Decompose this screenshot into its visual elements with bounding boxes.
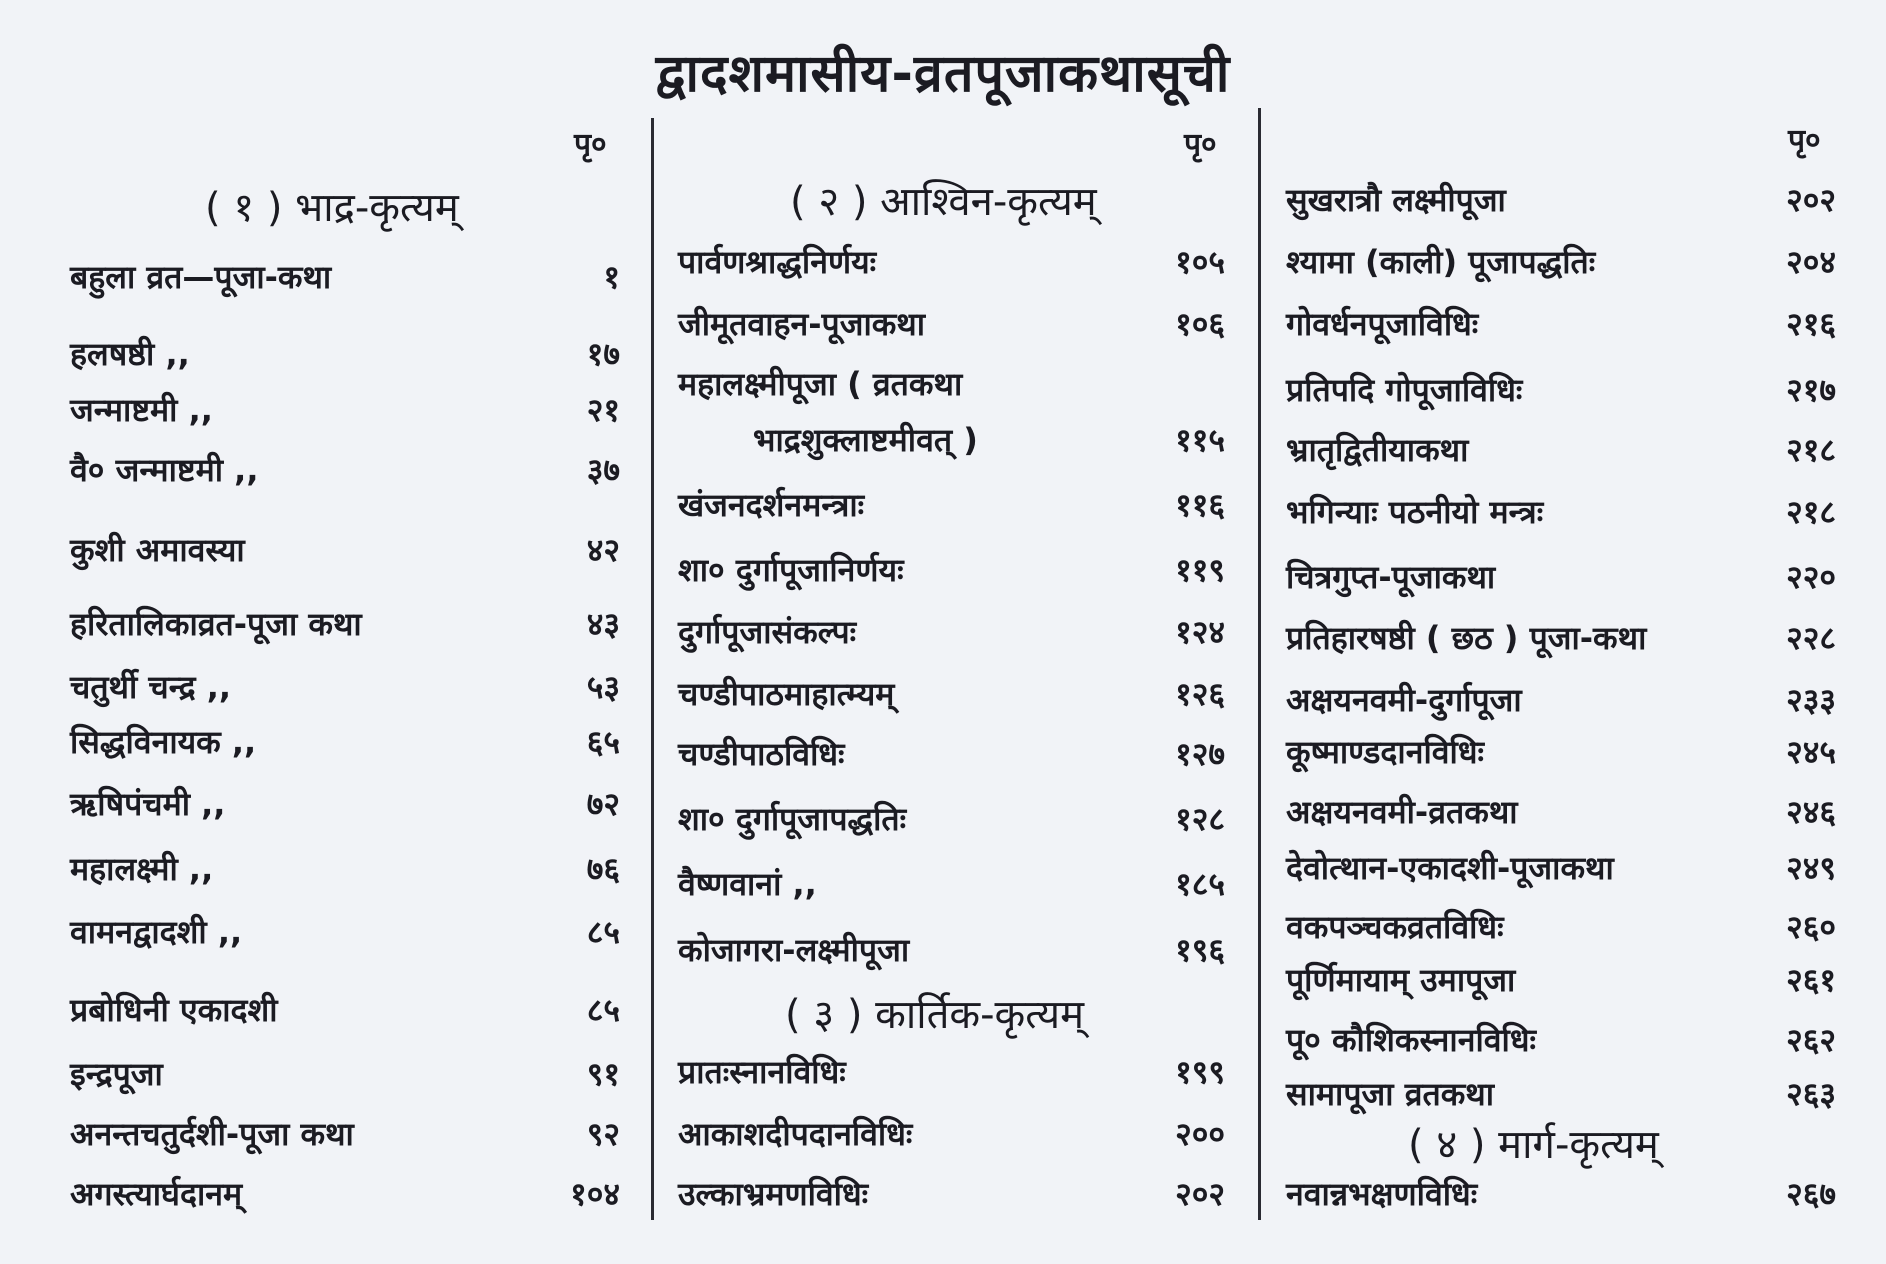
toc-entry-title: भ्रातृद्वितीयाकथा bbox=[1286, 431, 1469, 469]
toc-entry-title: महालक्ष्मीपूजा ( व्रतकथा bbox=[678, 365, 963, 403]
toc-entry-title: चतुर्थी चन्द्र ,, bbox=[70, 668, 232, 706]
toc-entry bbox=[1286, 1172, 1836, 1216]
column-divider-right bbox=[1258, 108, 1261, 1220]
toc-entry-title: सिद्धविनायक ,, bbox=[70, 723, 257, 761]
toc-entry bbox=[70, 388, 620, 432]
toc-entry-title: जीमूतवाहन-पूजाकथा bbox=[678, 305, 926, 343]
toc-entry-title: श्यामा (काली) पूजापद्धतिः bbox=[1286, 243, 1596, 281]
toc-entry-page-number: १०६ bbox=[1175, 305, 1225, 343]
toc-entry-page-number: १२८ bbox=[1175, 800, 1225, 838]
toc-entry-title: अक्षयनवमी-व्रतकथा bbox=[1286, 793, 1518, 831]
toc-entry-page-number: ११५ bbox=[1175, 421, 1225, 459]
toc-entry-title: पार्वणश्राद्धनिर्णयः bbox=[678, 243, 877, 281]
toc-entry bbox=[1286, 428, 1836, 472]
toc-entry-page-number: २३३ bbox=[1786, 681, 1836, 719]
toc-entry bbox=[70, 1052, 620, 1096]
toc-entry-page-number: ७२ bbox=[586, 785, 620, 823]
toc-entry-page-number: २६२ bbox=[1786, 1021, 1836, 1059]
toc-entry bbox=[70, 448, 620, 492]
section-heading-ashvin: ( २ ) आश्विन-कृत्यम् bbox=[790, 179, 1097, 225]
toc-entry bbox=[70, 1172, 620, 1216]
toc-entry-title: प्रतिपदि गोपूजाविधिः bbox=[1286, 371, 1523, 409]
toc-entry-title: चित्रगुप्त-पूजाकथा bbox=[1286, 558, 1496, 596]
toc-entry bbox=[678, 302, 1225, 346]
toc-entry bbox=[678, 362, 1225, 406]
toc-entry bbox=[1286, 678, 1836, 722]
toc-entry-title: भगिन्याः पठनीयो मन्त्रः bbox=[1286, 493, 1544, 531]
toc-entry-title: शा० दुर्गापूजापद्धतिः bbox=[678, 800, 907, 838]
toc-entry-page-number: ४३ bbox=[586, 605, 620, 643]
toc-entry-title: पू० कौशिकस्नानविधिः bbox=[1286, 1021, 1536, 1059]
toc-entry bbox=[70, 332, 620, 376]
toc-entry-page-number: २४६ bbox=[1786, 793, 1836, 831]
toc-entry bbox=[678, 732, 1225, 776]
column-divider-left bbox=[651, 118, 654, 1220]
toc-entry bbox=[70, 602, 620, 646]
toc-entry-page-number: १ bbox=[603, 258, 620, 296]
toc-entry-title: कोजागरा-लक्ष्मीपूजा bbox=[678, 931, 910, 969]
toc-entry-title: कूष्माण्डदानविधिः bbox=[1286, 733, 1484, 771]
toc-entry bbox=[1286, 790, 1836, 834]
toc-entry bbox=[1286, 1072, 1836, 1116]
toc-entry-title: पूर्णिमायाम् उमापूजा bbox=[1286, 961, 1516, 999]
toc-entry-title: वै० जन्माष्टमी ,, bbox=[70, 451, 259, 489]
toc-entry-title: अक्षयनवमी-दुर्गापूजा bbox=[1286, 681, 1522, 719]
toc-entry-page-number: २१६ bbox=[1786, 305, 1836, 343]
toc-entry-page-number: १९६ bbox=[1175, 931, 1225, 969]
toc-entry-page-number: २०४ bbox=[1786, 243, 1836, 281]
toc-entry-title: इन्द्रपूजा bbox=[70, 1055, 163, 1093]
toc-entry-title: आकाशदीपदानविधिः bbox=[678, 1115, 913, 1153]
toc-entry-title: शा० दुर्गापूजानिर्णयः bbox=[678, 551, 904, 589]
toc-entry-title: वैष्णवानां ,, bbox=[678, 865, 817, 903]
toc-entry bbox=[678, 797, 1225, 841]
toc-entry bbox=[1286, 846, 1836, 890]
toc-entry-page-number: ६५ bbox=[586, 723, 620, 761]
toc-entry-title: कुशी अमावस्या bbox=[70, 531, 245, 569]
toc-entry-title: चण्डीपाठमाहात्म्यम् bbox=[678, 675, 895, 713]
toc-entry-page-number: ८५ bbox=[586, 913, 620, 951]
toc-entry bbox=[70, 782, 620, 826]
toc-entry bbox=[1286, 730, 1836, 774]
toc-entry-page-number: २१७ bbox=[1786, 371, 1836, 409]
page-number-heading: पृ० bbox=[1184, 127, 1217, 162]
column-1 bbox=[0, 0, 650, 1264]
toc-entry-title: बहुला व्रत—पूजा-कथा bbox=[70, 258, 332, 296]
toc-entry-page-number: २६७ bbox=[1786, 1175, 1836, 1213]
toc-entry-page-number: १०५ bbox=[1175, 243, 1225, 281]
toc-entry-title: वकपञ्चकव्रतविधिः bbox=[1286, 908, 1504, 946]
toc-entry-page-number: २६३ bbox=[1786, 1075, 1836, 1113]
toc-entry bbox=[1286, 905, 1836, 949]
page-title: द्वादशमासीय-व्रतपूजाकथासूची bbox=[655, 44, 1231, 104]
toc-entry-page-number: ३७ bbox=[586, 451, 620, 489]
toc-entry-title: सामापूजा व्रतकथा bbox=[1286, 1075, 1495, 1113]
toc-entry bbox=[1286, 302, 1836, 346]
toc-entry-page-number: २०२ bbox=[1175, 1175, 1225, 1213]
toc-entry-page-number: २०० bbox=[1175, 1115, 1225, 1153]
toc-entry-title: वामनद्वादशी ,, bbox=[70, 913, 243, 951]
toc-entry-page-number: २१८ bbox=[1786, 493, 1836, 531]
toc-entry-title: सुखरात्रौ लक्ष्मीपूजा bbox=[1286, 181, 1506, 219]
toc-entry-page-number: ९१ bbox=[586, 1055, 620, 1093]
toc-entry-title: हलषष्ठी ,, bbox=[70, 335, 190, 373]
column-3 bbox=[1268, 0, 1878, 1264]
toc-entry bbox=[678, 240, 1225, 284]
toc-entry-page-number: १२६ bbox=[1175, 675, 1225, 713]
toc-entry bbox=[678, 862, 1225, 906]
toc-entry-page-number: ११६ bbox=[1175, 486, 1225, 524]
toc-entry bbox=[1286, 555, 1836, 599]
toc-entry-page-number: २१८ bbox=[1786, 431, 1836, 469]
toc-entry-title: देवोत्थान-एकादशी-पूजाकथा bbox=[1286, 849, 1614, 887]
toc-entry-page-number: ४२ bbox=[586, 531, 620, 569]
toc-entry-page-number: २०२ bbox=[1786, 181, 1836, 219]
toc-entry-page-number: २२० bbox=[1786, 558, 1836, 596]
toc-entry bbox=[678, 1112, 1225, 1156]
page-number-heading: पृ० bbox=[1788, 123, 1821, 158]
toc-entry bbox=[678, 672, 1225, 716]
toc-entry-page-number: १९९ bbox=[1175, 1053, 1225, 1091]
toc-entry bbox=[1286, 178, 1836, 222]
toc-entry bbox=[70, 528, 620, 572]
toc-entry-title: उल्काभ्रमणविधिः bbox=[678, 1175, 869, 1213]
toc-entry bbox=[70, 720, 620, 764]
toc-entry-page-number: ८५ bbox=[586, 991, 620, 1029]
toc-entry-title: प्रबोधिनी एकादशी bbox=[70, 991, 278, 1029]
toc-entry bbox=[70, 847, 620, 891]
toc-entry bbox=[70, 910, 620, 954]
section-heading-bhadra: ( १ ) भाद्र-कृत्यम् bbox=[205, 185, 459, 231]
toc-entry-page-number: ५३ bbox=[586, 668, 620, 706]
toc-entry bbox=[678, 418, 1225, 462]
toc-entry-page-number: २४५ bbox=[1786, 733, 1836, 771]
toc-entry-page-number: २६० bbox=[1786, 908, 1836, 946]
page-number-heading: पृ० bbox=[574, 127, 607, 162]
toc-entry-title: नवान्नभक्षणविधिः bbox=[1286, 1175, 1478, 1213]
toc-entry-title: महालक्ष्मी ,, bbox=[70, 850, 214, 888]
toc-entry bbox=[1286, 1018, 1836, 1062]
toc-entry-page-number: १०४ bbox=[570, 1175, 620, 1213]
toc-entry-page-number: १८५ bbox=[1175, 865, 1225, 903]
toc-entry bbox=[678, 483, 1225, 527]
toc-entry-title: खंजनदर्शनमन्त्राः bbox=[678, 486, 865, 524]
toc-entry-title: अनन्तचतुर्दशी-पूजा कथा bbox=[70, 1115, 354, 1153]
toc-entry-page-number: २१ bbox=[586, 391, 620, 429]
toc-entry bbox=[678, 548, 1225, 592]
toc-entry-title: भाद्रशुक्लाष्टमीवत् ) bbox=[753, 421, 978, 459]
toc-entry-page-number: १२४ bbox=[1175, 613, 1225, 651]
toc-entry bbox=[70, 988, 620, 1032]
toc-entry bbox=[1286, 490, 1836, 534]
toc-entry-page-number: ७६ bbox=[586, 850, 620, 888]
section-heading-marga: ( ४ ) मार्ग-कृत्यम् bbox=[1408, 1122, 1659, 1168]
toc-entry bbox=[1286, 368, 1836, 412]
toc-entry-page-number: १७ bbox=[586, 335, 620, 373]
toc-entry bbox=[70, 255, 620, 299]
toc-entry bbox=[678, 928, 1225, 972]
toc-entry bbox=[1286, 240, 1836, 284]
toc-entry-title: गोवर्धनपूजाविधिः bbox=[1286, 305, 1479, 343]
toc-entry-page-number: २४९ bbox=[1786, 849, 1836, 887]
toc-entry bbox=[1286, 958, 1836, 1002]
toc-entry-page-number: ११९ bbox=[1175, 551, 1225, 589]
column-2 bbox=[660, 0, 1255, 1264]
toc-entry bbox=[70, 665, 620, 709]
toc-entry bbox=[1286, 616, 1836, 660]
toc-entry-title: अगस्त्यार्घदानम् bbox=[70, 1175, 243, 1213]
toc-entry-title: प्रातःस्नानविधिः bbox=[678, 1053, 846, 1091]
toc-entry-title: चण्डीपाठविधिः bbox=[678, 735, 845, 773]
toc-entry-title: दुर्गापूजासंकल्पः bbox=[678, 613, 857, 651]
toc-entry bbox=[70, 1112, 620, 1156]
toc-entry bbox=[678, 1050, 1225, 1094]
toc-entry-page-number: २६१ bbox=[1786, 961, 1836, 999]
toc-entry-title: हरितालिकाव्रत-पूजा कथा bbox=[70, 605, 362, 643]
toc-entry-title: ऋषिपंचमी ,, bbox=[70, 785, 226, 823]
toc-entry-page-number: २२८ bbox=[1786, 619, 1836, 657]
section-heading-kartik: ( ३ ) कार्तिक-कृत्यम् bbox=[785, 992, 1084, 1038]
toc-entry-page-number: ९२ bbox=[586, 1115, 620, 1153]
toc-entry bbox=[678, 1172, 1225, 1216]
toc-entry-title: प्रतिहारषष्ठी ( छठ ) पूजा-कथा bbox=[1286, 619, 1647, 657]
toc-entry-title: जन्माष्टमी ,, bbox=[70, 391, 213, 429]
toc-entry-page-number: १२७ bbox=[1175, 735, 1225, 773]
toc-entry bbox=[678, 610, 1225, 654]
